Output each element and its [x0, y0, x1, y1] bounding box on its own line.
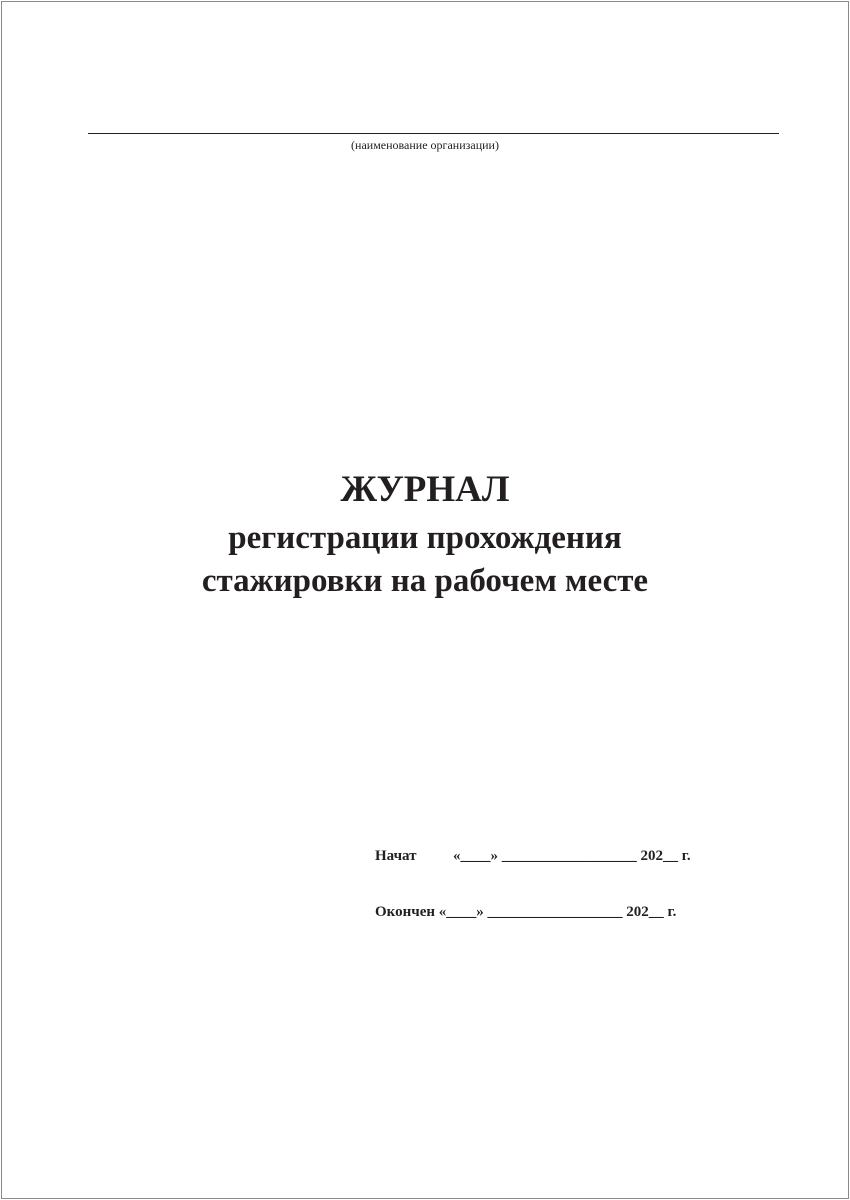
journal-title: ЖУРНАЛ: [340, 469, 510, 510]
organization-caption: (наименование организации): [351, 138, 499, 152]
organization-name-line: [88, 133, 779, 134]
start-date-row: [375, 848, 691, 865]
start-date-field: «____» __________________ 202__ г.: [453, 848, 691, 864]
journal-subtitle-line1: регистрации прохождения: [228, 520, 622, 556]
journal-subtitle-line2: стажировки на рабочем месте: [201, 563, 649, 599]
start-date-label: Начат: [375, 848, 417, 864]
end-date-field: «____» __________________ 202__ г.: [438, 904, 677, 920]
end-date-label: Окончен: [375, 904, 436, 920]
end-date-row: [375, 904, 676, 921]
page-border: [1, 1, 849, 1199]
